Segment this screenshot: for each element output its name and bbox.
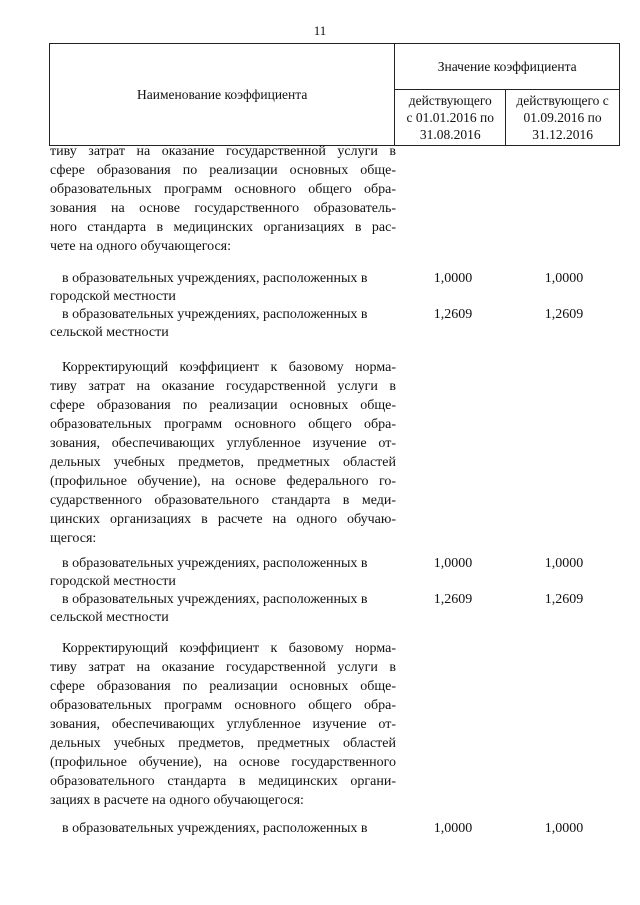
value-period-2: 1,2609 bbox=[544, 592, 584, 607]
description-line: сударственного образовательного стандарта в меди- bbox=[50, 493, 396, 508]
description-line: образовательного стандарта в медицинских органи- bbox=[50, 774, 396, 789]
period-2-line: 01.09.2016 по bbox=[523, 110, 602, 125]
description-line: сфере образования по реализации основных обще- bbox=[50, 163, 396, 178]
value-period-1: 1,2609 bbox=[433, 592, 473, 607]
value-period-2: 1,0000 bbox=[544, 821, 584, 836]
description-line: (профильное обучение), на основе государственного bbox=[50, 755, 396, 770]
description-line: щегося: bbox=[50, 531, 97, 546]
coefficient-table-header bbox=[49, 43, 620, 146]
period-1-line: действующего bbox=[408, 93, 492, 108]
value-period-2: 1,0000 bbox=[544, 556, 584, 571]
row-label: городской местности bbox=[50, 289, 176, 304]
value-period-1: 1,0000 bbox=[433, 556, 473, 571]
period-2-line: 31.12.2016 bbox=[532, 127, 593, 142]
row-label: в образовательных учреждениях, расположенных в bbox=[62, 271, 368, 286]
value-period-2: 1,2609 bbox=[544, 307, 584, 322]
row-label: в образовательных учреждениях, расположенных в bbox=[62, 592, 368, 607]
description-line: тиву затрат на оказание государственной услуги в bbox=[50, 379, 396, 394]
description-line: образовательных программ основного общего обра- bbox=[50, 182, 396, 197]
description-line: зования, обеспечивающих углубленное изучение от- bbox=[50, 436, 396, 451]
row-label: в образовательных учреждениях, расположенных в bbox=[62, 821, 368, 836]
description-line: зования, обеспечивающих углубленное изучение от- bbox=[50, 717, 396, 732]
description-line: тиву затрат на оказание государственной услуги в bbox=[50, 144, 396, 159]
description-line: зования на основе государственного образователь- bbox=[50, 201, 396, 216]
description-line: образовательных программ основного общего обра- bbox=[50, 417, 396, 432]
description-line: Корректирующий коэффициент к базовому норма- bbox=[62, 641, 396, 656]
page-number: 11 bbox=[313, 23, 327, 38]
description-line: (профильное обучение), на основе федерального го- bbox=[50, 474, 396, 489]
value-period-1: 1,0000 bbox=[433, 821, 473, 836]
description-line: чете на одного обучающегося: bbox=[50, 239, 231, 254]
row-label: в образовательных учреждениях, расположенных в bbox=[62, 556, 368, 571]
description-line: цинских организациях в расчете на одного обучаю- bbox=[50, 512, 396, 527]
value-period-2: 1,0000 bbox=[544, 271, 584, 286]
row-label: городской местности bbox=[50, 574, 176, 589]
description-line: тиву затрат на оказание государственной услуги в bbox=[50, 660, 396, 675]
period-1-line: 31.08.2016 bbox=[419, 127, 481, 142]
description-line: ного стандарта в медицинских организациях в рас- bbox=[50, 220, 396, 235]
period-2-header bbox=[506, 90, 620, 146]
description-line: Корректирующий коэффициент к базовому норма- bbox=[62, 360, 396, 375]
row-label: сельской местности bbox=[50, 610, 169, 625]
name-column-header: Наименование коэффициента bbox=[50, 44, 395, 146]
value-period-1: 1,2609 bbox=[433, 307, 473, 322]
description-line: дельных учебных предметов, предметных областей bbox=[50, 455, 396, 470]
value-period-1: 1,0000 bbox=[433, 271, 473, 286]
description-line: сфере образования по реализации основных обще- bbox=[50, 398, 396, 413]
description-line: дельных учебных предметов, предметных областей bbox=[50, 736, 396, 751]
description-line: образовательных программ основного общего обра- bbox=[50, 698, 396, 713]
period-1-header bbox=[395, 90, 506, 146]
value-column-header: Значение коэффициента bbox=[395, 44, 620, 90]
description-line: сфере образования по реализации основных обще- bbox=[50, 679, 396, 694]
period-1-line: с 01.01.2016 по bbox=[406, 110, 494, 125]
period-2-line: действующего с bbox=[516, 93, 609, 108]
row-label: сельской местности bbox=[50, 325, 169, 340]
description-line: зациях в расчете на одного обучающегося: bbox=[50, 793, 304, 808]
row-label: в образовательных учреждениях, расположенных в bbox=[62, 307, 368, 322]
